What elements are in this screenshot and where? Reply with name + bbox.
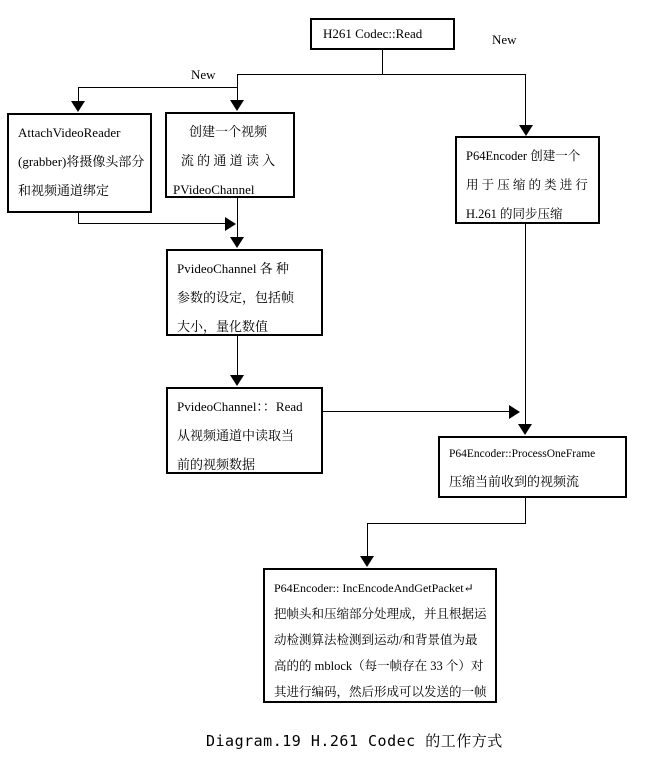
connector-branch-drop <box>237 74 238 88</box>
arrowhead-right-read-join <box>509 405 520 419</box>
arrowhead-right-attach-join <box>225 217 236 231</box>
box-p64encoder-create <box>455 136 600 224</box>
box-text: (grabber)将摄像头部分 <box>18 154 145 169</box>
arrowhead-down-encode <box>360 556 374 567</box>
box-process-one-frame <box>438 436 627 498</box>
arrowhead-down-p64create <box>519 125 533 136</box>
box-text: PVideoChannel <box>173 182 255 197</box>
connector-process-left <box>367 523 526 524</box>
box-text: 压缩当前收到的视频流 <box>449 474 580 489</box>
box-text: 流 的 通 道 读 入 <box>180 153 276 168</box>
box-inc-encode-and-get-packet <box>263 568 497 703</box>
connector-top-horizontal <box>237 74 526 75</box>
arrowhead-down-attach <box>71 101 85 112</box>
box-text: AttachVideoReader <box>18 125 121 140</box>
box-text: 前的视频数据 <box>177 457 256 472</box>
connector-attach-right <box>78 223 226 224</box>
box-text: P64Encoder::ProcessOneFrame <box>449 448 596 460</box>
connector-left-horizontal <box>78 87 238 88</box>
box-text: PvideoChannel 各 种 <box>177 261 289 276</box>
box-text: 用 于 压 缩 的 类 进 行 <box>466 178 588 192</box>
connector-process-down <box>525 498 526 524</box>
box-text: 从视频通道中读取当 <box>177 428 295 443</box>
box-pvideochannel-read <box>166 387 323 474</box>
box-text: PvideoChannel：：Read <box>177 399 303 414</box>
box-text: 和视频通道绑定 <box>18 183 110 198</box>
connector-read-to-process <box>323 411 510 412</box>
connector-to-encode <box>367 523 368 557</box>
connector-create-to-params <box>237 198 238 238</box>
box-text: 大小，量化数值 <box>177 319 269 334</box>
diagram-caption: Diagram.19 H.261 Codec 的工作方式 <box>206 732 503 750</box>
box-create-video-channel <box>165 112 295 198</box>
box-text: P64Encoder:: IncEncodeAndGetPacket↵ <box>274 581 474 595</box>
box-attach-video-reader <box>7 113 152 213</box>
connector-to-create-channel <box>237 87 238 101</box>
box-text: 参数的设定，包括帧 <box>177 290 295 305</box>
box-text: 动检测算法检测到运动/和背景值为最 <box>274 633 478 647</box>
box-text: H261 Codec::Read <box>323 26 423 41</box>
arrowhead-down-create-channel <box>230 100 244 111</box>
connector-to-attach <box>78 87 79 102</box>
box-text: 创建一个视频 <box>188 124 267 139</box>
connector-topbox-down <box>382 50 383 74</box>
arrowhead-down-read <box>230 375 244 386</box>
box-text: P64Encoder 创建一个 <box>466 149 581 163</box>
box-h261codec-read <box>310 18 455 50</box>
connector-to-p64create <box>525 74 526 126</box>
box-text: 其进行编码，然后形成可以发送的一帧 <box>274 685 487 699</box>
label-new-right: New <box>492 32 517 47</box>
box-text: 把帧头和压缩部分处理成，并且根据运 <box>274 607 487 621</box>
box-text: H.261 的同步压缩 <box>466 207 563 221</box>
arrowhead-down-process <box>518 424 532 435</box>
label-new-left: New <box>191 67 216 82</box>
box-text: 高的的 mblock（每一帧存在 33 个）对 <box>274 659 484 673</box>
connector-params-to-read <box>237 336 238 376</box>
arrowhead-down-params <box>230 237 244 248</box>
connector-p64create-to-process <box>525 224 526 425</box>
box-pvideochannel-params <box>166 249 323 336</box>
